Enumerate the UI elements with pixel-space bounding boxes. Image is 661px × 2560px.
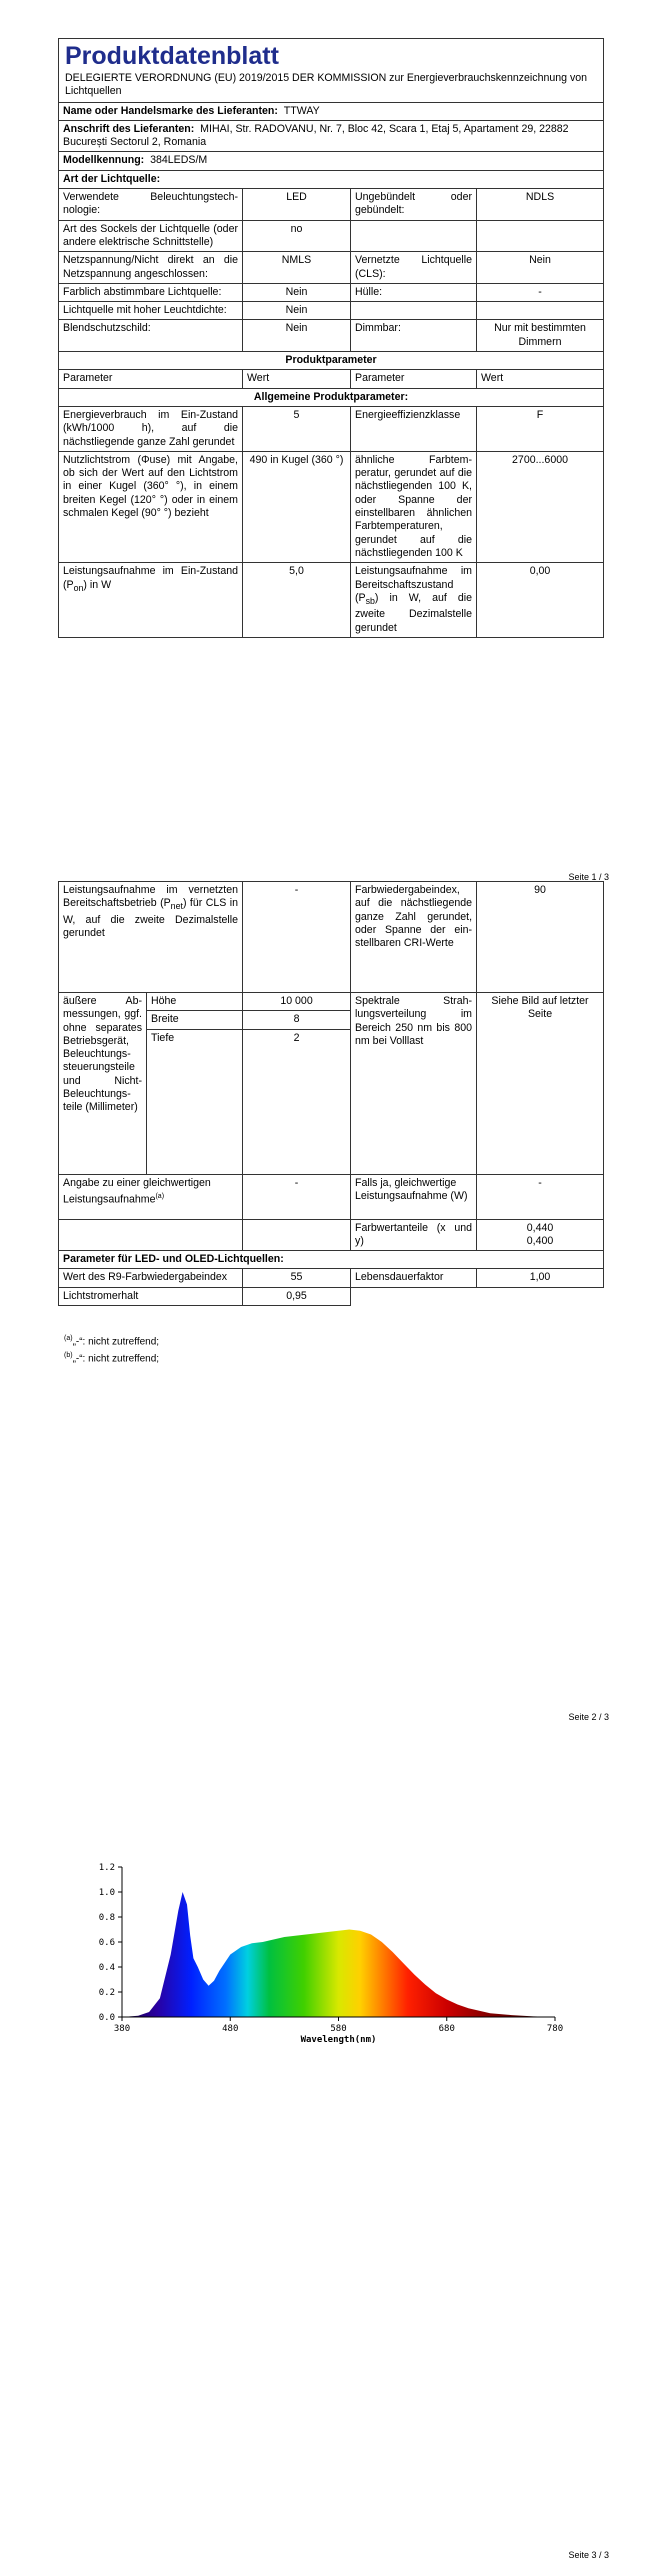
table-row [59, 302, 604, 320]
row-value: - [477, 283, 604, 301]
footnotes [64, 1332, 159, 1367]
column-header: Wert [243, 370, 351, 388]
footnote-text: „-“: nicht zutreffend; [72, 1336, 160, 1348]
x-tick-label: 780 [546, 2024, 564, 2034]
y-tick-label: 0.4 [98, 1963, 115, 1973]
row-label: Energieverbrauch im Ein-Zustand (kWh/1000 h), auf die nächstliegende ganze Zahl gerundet [59, 406, 243, 451]
column-header: Wert [477, 370, 604, 388]
height-label: Höhe [147, 993, 243, 1011]
model-row [59, 152, 604, 170]
x-tick-label: 680 [438, 2024, 455, 2034]
empty-cell [59, 1219, 243, 1251]
row-value [477, 220, 604, 252]
row-value: Nur mit bestimmten Dimmern [477, 320, 604, 352]
label-text: Leistungsaufnahme im vernetzten Bereitschaftsbetrieb (P [63, 884, 239, 910]
width-label: Breite [147, 1011, 243, 1029]
document-subtitle: DELEGIERTE VERORDNUNG (EU) 2019/2015 DER KOMMISSION zur Energieverbrauchskennzeichnung von Lichtquellen [65, 72, 588, 98]
row-label [351, 302, 477, 320]
empty-cell [243, 1219, 351, 1251]
y-tick-label: 0.2 [98, 1988, 115, 1998]
flux-maintenance-label: Lichtstromerhalt [59, 1287, 243, 1305]
label-text: ) in W [83, 578, 112, 591]
row-value: F [477, 406, 604, 451]
spectral-value: Siehe Bild auf letzter Seite [477, 993, 604, 1175]
width-value: 8 [243, 1011, 351, 1029]
supplier-label: Name oder Handelsmarke des Lieferanten: [63, 104, 278, 117]
row-label: ähnliche Farbtemperatur, gerundet auf die nächstliegenden 100 K, oder Spanne der einstellbaren ähnlichen Farbtemperaturen, gerundet auf die nächstliegenden 100 K [351, 451, 477, 562]
product-sheet-table-1 [58, 38, 604, 638]
equivalent-power-label [59, 1174, 243, 1219]
supplier-value: TTWAY [283, 104, 320, 117]
table-row [59, 220, 604, 252]
supplier-row [59, 102, 604, 120]
row-label: Art des Sockels der Lichtquelle (oder andere elektrische Schnittstelle) [59, 220, 243, 252]
row-label: Dimmbar: [351, 320, 477, 352]
lifetime-factor-label: Lebensdauerfaktor [351, 1269, 477, 1287]
row-value: NDLS [477, 189, 604, 221]
row-label: Netzspannung/Nicht direkt an die Netzspannung angeschlossen: [59, 252, 243, 284]
table-row [59, 451, 604, 562]
y-tick-label: 0.8 [98, 1913, 115, 1923]
table-row [59, 563, 604, 638]
power-sb-value: 0,00 [477, 563, 604, 638]
label-sub: net [170, 901, 183, 912]
model-label: Modellkennung: [63, 154, 145, 167]
row-value: NMLS [243, 252, 351, 284]
document-title: Produktdatenblatt [65, 42, 279, 70]
row-label: Farblich abstimmbare Lichtquelle: [59, 283, 243, 301]
header-cell [59, 39, 604, 103]
chromaticity-y: 0,400 [526, 1234, 554, 1247]
footnote-text: „-“: nicht zutreffend; [72, 1353, 160, 1365]
label-text: ) für CLS in W, auf die zweite Dezimalstelle gerundet [63, 897, 239, 939]
row-label: Lichtquelle mit hoher Leuchtdichte: [59, 302, 243, 320]
label-text: Leistungsaufnahme im Ein-Zustand (P [63, 565, 238, 591]
table-row [59, 1219, 604, 1251]
chromaticity-value [477, 1219, 604, 1251]
row-label: Blendschutzschild: [59, 320, 243, 352]
row-value: Nein [477, 252, 604, 284]
footnote-marker: (b) [64, 1352, 73, 1360]
equivalent-power-w-label: Falls ja, gleichwertige Leistungsaufnahme (W) [351, 1174, 477, 1219]
y-tick-label: 1.2 [98, 1863, 115, 1873]
page-1 [0, 0, 661, 880]
row-label: Vernetzte Lichtquelle (CLS): [351, 252, 477, 284]
y-tick-label: 0.6 [98, 1938, 115, 1948]
row-label: Energieeffizienzklasse [351, 406, 477, 451]
row-value: 5 [243, 406, 351, 451]
power-sb-label [351, 563, 477, 638]
row-value: 2700...6000 [477, 451, 604, 562]
column-header: Parameter [59, 370, 243, 388]
table-row [59, 882, 604, 993]
flux-maintenance-value: 0,95 [243, 1287, 351, 1305]
dimensions-label: äußere Abmessungen, ggf. ohne separates Betriebsgerät, Beleuchtungssteuerungsteile und Nicht-Beleuchtungsteile (Millimeter) [59, 993, 147, 1175]
height-value: 10 000 [243, 993, 351, 1011]
table-row [59, 1287, 604, 1305]
spectrum-area [122, 1892, 555, 2017]
table-row [59, 189, 604, 221]
row-label [351, 220, 477, 252]
net-standby-label [59, 882, 243, 993]
row-value [477, 302, 604, 320]
general-parameters-header: Allgemeine Produktparameter: [59, 388, 604, 406]
power-on-label [59, 563, 243, 638]
table-row [59, 1174, 604, 1219]
r9-label: Wert des R9-Farbwiedergabeindex [59, 1269, 243, 1287]
page-3 [0, 1720, 661, 2560]
model-value: 384LEDS/M [150, 154, 208, 167]
product-parameters-header: Produktparameter [59, 352, 604, 370]
x-tick-label: 480 [222, 2024, 239, 2034]
row-label: Ungebündelt oder gebündelt: [351, 189, 477, 221]
column-header: Parameter [351, 370, 477, 388]
cri-value: 90 [477, 882, 604, 993]
y-tick-label: 1.0 [98, 1888, 115, 1898]
light-source-type-header: Art der Lichtquelle: [59, 170, 604, 188]
lifetime-factor-value: 1,00 [477, 1269, 604, 1287]
row-label: Verwendete Beleuchtungstechnologie: [59, 189, 243, 221]
chromaticity-label: Farbwertanteile (x und y) [351, 1219, 477, 1251]
table-row [59, 283, 604, 301]
label-text: ) in W, auf die zweite Dezimalstelle gerundet [355, 591, 472, 634]
equivalent-power-value: - [243, 1174, 351, 1219]
address-value: MIHAI, Str. RADOVANU, Nr. 7, Bloc 42, Scara 1, Etaj 5, Apartament 29, 22882 București Sectorul 2, Romania [63, 122, 569, 149]
label-sub: on [73, 582, 84, 593]
row-value: LED [243, 189, 351, 221]
address-row [59, 120, 604, 152]
row-value: Nein [243, 283, 351, 301]
empty-cell [351, 1287, 604, 1305]
footnote-a [64, 1332, 159, 1349]
page-number: Seite 2 / 3 [568, 1712, 609, 1722]
x-tick-label: 580 [330, 2024, 347, 2034]
table-row [59, 406, 604, 451]
label-sub: sb [365, 595, 375, 606]
x-tick-label: 380 [113, 2024, 131, 2034]
row-label: Nutzlichtstrom (Φuse) mit Angabe, ob sich der Wert auf den Lichtstrom in einer Kugel (360° °), in einem breiten Kegel (120° °) oder in einem schmalen Kegel (90° °) bezieht [59, 451, 243, 562]
equivalent-power-w-value: - [477, 1174, 604, 1219]
label-text: Angabe zu einer gleichwertigen Leistungsaufnahme [63, 1176, 211, 1206]
product-sheet-table-2 [58, 881, 604, 1306]
r9-value: 55 [243, 1269, 351, 1287]
led-parameters-header: Parameter für LED- und OLED-Lichtquellen: [59, 1251, 604, 1269]
footnote-marker: (a) [64, 1335, 73, 1342]
label-sup: (a) [155, 1192, 165, 1200]
label-text: Leistungsaufnahme im Bereitschaftszustand (P [355, 565, 472, 604]
net-standby-value: - [243, 882, 351, 993]
table-row [59, 320, 604, 352]
table-row [59, 993, 604, 1011]
row-value: no [243, 220, 351, 252]
cri-label: Farbwiedergabeindex, auf die nächstliegende ganze Zahl gerundet, oder Spanne der einstellbaren CRI-Werte [351, 882, 477, 993]
chart-plot [99, 1863, 563, 2045]
x-axis-label: Wavelength(nm) [300, 2035, 377, 2045]
table-row [59, 1269, 604, 1287]
power-on-value: 5,0 [243, 563, 351, 638]
row-value: 490 in Kugel (360 °) [243, 451, 351, 562]
row-value: Nein [243, 302, 351, 320]
address-label: Anschrift des Lieferanten: [63, 122, 195, 135]
page-number: Seite 1 / 3 [568, 872, 609, 882]
chromaticity-x: 0,440 [526, 1221, 554, 1234]
depth-value: 2 [243, 1029, 351, 1174]
footnote-b [64, 1349, 159, 1366]
spectral-label: Spektrale Strahlungsverteilung im Bereich 250 nm bis 800 nm bei Volllast [351, 993, 477, 1175]
depth-label: Tiefe [147, 1029, 243, 1174]
table-row [59, 252, 604, 284]
y-tick-label: 0.0 [98, 2013, 115, 2023]
page-number: Seite 3 / 3 [568, 2550, 609, 2560]
column-header-row [59, 370, 604, 388]
row-label: Hülle: [351, 283, 477, 301]
spectrum-chart [90, 1855, 570, 2045]
row-value: Nein [243, 320, 351, 352]
